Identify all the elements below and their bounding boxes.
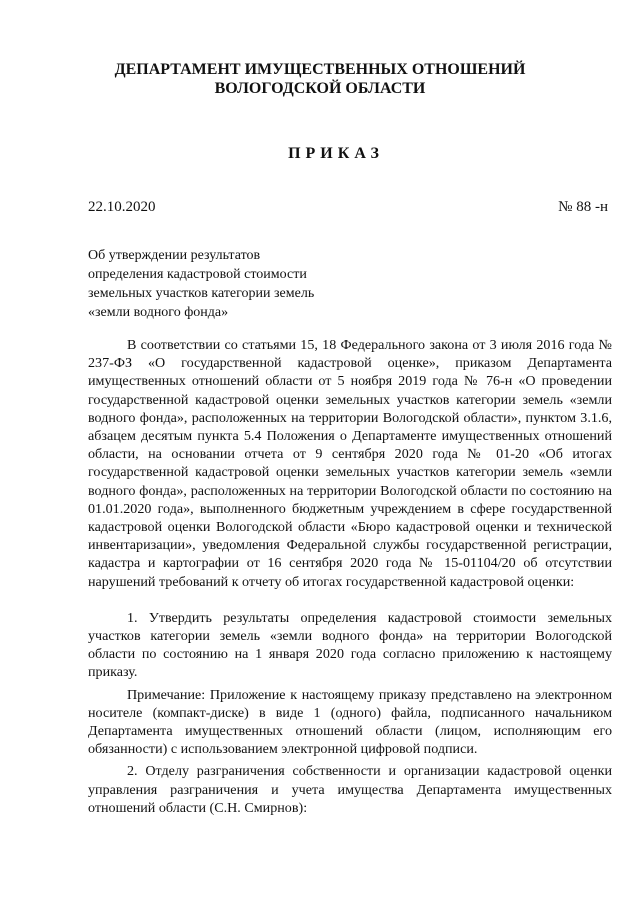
- department-name-line2: ВОЛОГОДСКОЙ ОБЛАСТИ: [214, 80, 426, 97]
- subject-line: Об утверждении результатов: [88, 248, 261, 263]
- subject-line: земельных участков категории земель: [88, 286, 315, 301]
- item-2-paragraph: 2. Отделу разграничения собственности и организации кадастровой оценки управления разграничения и учета имущества Департамента имущественных отношений области (С.Н. Смирнов):: [88, 763, 612, 816]
- department-name-line1: ДЕПАРТАМЕНТ ИМУЩЕСТВЕННЫХ ОТНОШЕНИЙ: [114, 61, 526, 78]
- order-body: [88, 336, 612, 817]
- department-header: [0, 60, 640, 98]
- subject-line: определения кадастровой стоимости: [88, 267, 307, 282]
- order-subject: [88, 246, 388, 322]
- document-title: ПРИКАЗ: [288, 145, 384, 162]
- item-1-paragraph: 1. Утвердить результаты определения кадастровой стоимости земельных участков категории земель «земли водного фонда» на территории Вологодской области по состоянию на 1 января 2020 года согласно приложению к настоящему приказу.: [88, 609, 612, 681]
- order-date: 22.10.2020: [88, 199, 156, 215]
- order-number: № 88 -н: [558, 199, 608, 215]
- preamble-paragraph: В соответствии со статьями 15, 18 Федерального закона от 3 июля 2016 года № 237-ФЗ «О государственной кадастровой оценке», приказом Департамента имущественных отношений области от 5 ноября 2019 года № 76-н «О проведении государственной кадастровой оценки земельных участков категории земель «земли водного фонда», расположенных на территории Вологодской области», пунктом 3.1.6, абзацем десятым пункта 5.4 Положения о Департаменте имущественных отношений области, на основании отчета от 9 сентября 2020 года № 01-20 «Об итогах государственной кадастровой оценки земельных участков категории земель «земли водного фонда», расположенных на территории Вологодской области по состоянию на 01.01.2020 года», выполненного бюджетным учреждением в сфере государственной кадастровой оценки Вологодской области «Бюро кадастровой оценки и технической инвентаризации», уведомления Федеральной службы государственной регистрации, кадастра и картографии от 16 сентября 2020 года № 15-01104/20 об отсутствии нарушений требований к отчету об итогах государственной кадастровой оценки:: [88, 337, 612, 590]
- subject-line: «земли водного фонда»: [88, 305, 229, 320]
- note-paragraph: Примечание: Приложение к настоящему приказу представлено на электронном носителе (компакт-диске) в виде 1 (одного) файла, подписанного начальником Департамента имущественных отношений области (лицом, исполняющим его обязанности) с использованием электронной цифровой подписи.: [88, 686, 612, 758]
